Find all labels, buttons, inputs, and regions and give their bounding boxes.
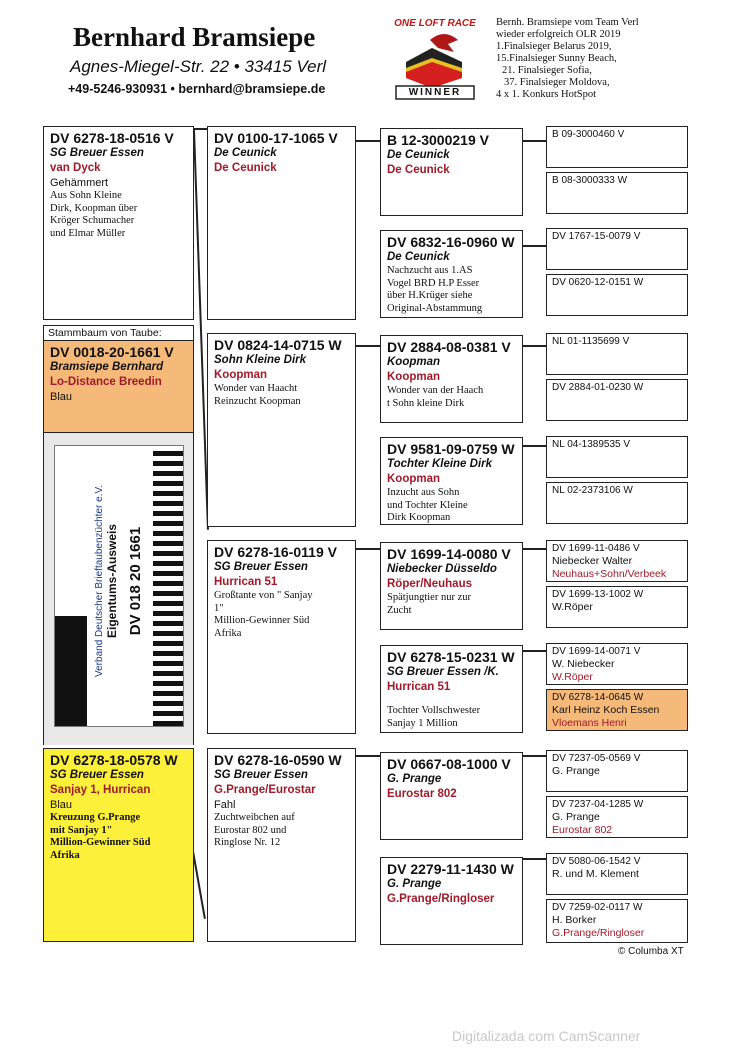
grandparent-note: Eurostar 802 und <box>214 824 287 836</box>
dam-note: Kreuzung G.Prange <box>50 812 141 823</box>
ggg-line2: G.Prange/Ringloser <box>552 927 645 939</box>
ggg-line2: Neuhaus+Sohn/Verbeek <box>552 568 667 580</box>
ggp-name: De Ceunick <box>387 164 450 176</box>
sire-breeder: SG Breuer Essen <box>50 147 144 159</box>
ggg-ring: NL 04-1389535 V <box>552 439 631 450</box>
subject-name: Lo-Distance Breedin <box>50 376 162 388</box>
eagle-logo <box>55 616 87 726</box>
connector <box>523 345 546 347</box>
grandparent-note: Afrika <box>214 627 242 639</box>
ggg-line1: W. Niebecker <box>552 658 615 670</box>
ggp-note: Tochter Vollschwester <box>387 705 481 716</box>
ggg-card[interactable] <box>546 853 688 895</box>
achievement-line: 37. Finalsieger Moldova, <box>504 77 610 88</box>
ggg-ring: NL 02-2373106 W <box>552 485 633 496</box>
ggg-card[interactable] <box>546 540 688 582</box>
ggg-card[interactable] <box>546 228 688 270</box>
ggp-note: Nachzucht aus 1.AS <box>387 265 473 276</box>
grandparent-name: Koopman <box>214 369 268 381</box>
ggg-card[interactable] <box>546 126 688 168</box>
ggg-ring: DV 0620-12-0151 W <box>552 277 644 288</box>
ggp-note: Dirk Koopman <box>387 512 451 523</box>
card-title: Eigentums-Ausweis <box>105 523 119 639</box>
achievement-line: wieder erfolgreich OLR 2019 <box>496 29 621 40</box>
grandparent-name: De Ceunick <box>214 162 277 174</box>
ggp-breeder: Tochter Kleine Dirk <box>387 458 493 470</box>
connector <box>523 445 546 447</box>
sire-note: und Elmar Müller <box>50 227 126 239</box>
grandparent-ring: DV 0100-17-1065 V <box>214 130 338 146</box>
ggg-line1: Karl Heinz Koch Essen <box>552 704 660 716</box>
achievement-line: 1.Finalsieger Belarus 2019, <box>496 41 612 52</box>
ggg-ring: B 09-3000460 V <box>552 129 625 140</box>
ggg-card[interactable] <box>546 586 688 628</box>
dam-note: Afrika <box>50 849 80 861</box>
grandparent-breeder: De Ceunick <box>214 147 277 159</box>
grandparent-note: Million-Gewinner Süd <box>214 615 310 626</box>
grandparent-name: Hurrican 51 <box>214 576 278 588</box>
ggg-card[interactable] <box>546 172 688 214</box>
ggp-breeder: Koopman <box>387 356 441 368</box>
achievement-line: 21. Finalsieger Sofia, <box>502 65 592 76</box>
connector <box>523 858 546 860</box>
connector <box>193 128 207 130</box>
ggg-card[interactable] <box>546 333 688 375</box>
ggp-ring: DV 6832-16-0960 W <box>387 234 515 250</box>
great-grandparent-card[interactable] <box>380 437 523 525</box>
ggg-line2: Eurostar 802 <box>552 824 613 836</box>
great-grandparent-card[interactable] <box>380 752 523 840</box>
connector <box>355 140 380 142</box>
connector <box>355 548 380 550</box>
ggg-ring: DV 7237-05-0569 V <box>552 753 641 764</box>
ggg-line1: G. Prange <box>552 811 600 823</box>
achievements <box>496 17 726 101</box>
ggp-ring: DV 0667-08-1000 V <box>387 756 511 772</box>
subject-ring: DV 0018-20-1661 V <box>50 344 174 360</box>
breeder-contact: +49-5246-930931 • bernhard@bramsiepe.de <box>68 82 326 96</box>
ggp-name: Röper/Neuhaus <box>387 578 472 590</box>
ggp-note: über H.Krüger siehe <box>387 290 473 301</box>
connector <box>355 755 380 757</box>
ggp-ring: DV 6278-15-0231 W <box>387 649 515 665</box>
grandparent-ring: DV 0824-14-0715 W <box>214 337 342 353</box>
ggg-card[interactable] <box>546 643 688 685</box>
ggp-note: Wonder van der Haach <box>387 385 484 396</box>
ggp-breeder: De Ceunick <box>387 251 450 263</box>
ggg-ring: DV 1699-13-1002 W <box>552 589 644 600</box>
ggg-ring: DV 7259-02-0117 W <box>552 902 643 913</box>
ggg-ring: DV 1767-15-0079 V <box>552 231 641 242</box>
breeder-name: Bernhard Bramsiepe <box>73 22 316 52</box>
grandparent-note: Wonder van Haacht <box>214 383 298 394</box>
sire-note: Dirk, Koopman über <box>50 202 138 214</box>
ggg-line2: Vloemans Henri <box>552 717 627 729</box>
ggg-line1: G. Prange <box>552 765 600 777</box>
grandparent-card[interactable] <box>207 126 356 320</box>
ggp-note: t Sohn kleine Dirk <box>387 397 465 409</box>
ggp-name: Eurostar 802 <box>387 788 457 800</box>
subject-color: Blau <box>50 391 73 403</box>
ggg-ring: DV 2884-01-0230 W <box>552 382 644 393</box>
ggg-ring: DV 5080-06-1542 V <box>552 856 641 867</box>
dam-breeder: SG Breuer Essen <box>50 769 144 781</box>
achievement-line: Bernh. Bramsiepe vom Team Verl <box>496 17 639 28</box>
sire-note: Kröger Schumacher <box>50 215 135 226</box>
ggp-note: Zucht <box>387 604 412 616</box>
grandparent-breeder: Sohn Kleine Dirk <box>214 354 307 366</box>
ggp-note: und Tochter Kleine <box>387 499 468 511</box>
ggg-line1: W.Röper <box>552 601 593 613</box>
subject-label: Stammbaum von Taube: <box>44 326 193 341</box>
connector <box>355 345 380 347</box>
ggp-ring: DV 2884-08-0381 V <box>387 339 511 355</box>
grandparent-note: Großtante von " Sanjay <box>214 590 313 601</box>
card-ring: DV 018 20 1661 <box>127 526 144 636</box>
achievement-line: 15.Finalsieger Sunny Beach, <box>496 53 617 64</box>
ggg-card[interactable] <box>546 899 688 943</box>
olr-winner-logo <box>392 18 478 102</box>
ggp-ring: DV 2279-11-1430 W <box>387 861 514 877</box>
logo-top-text: ONE LOFT RACE <box>394 18 476 29</box>
ggp-note: Vogel BRD H.P Esser <box>387 277 480 289</box>
ggp-name: Koopman <box>387 473 441 485</box>
card-pattern <box>153 446 183 726</box>
great-grandparent-card[interactable] <box>380 128 523 216</box>
ggg-card[interactable] <box>546 796 688 838</box>
ggp-breeder: G. Prange <box>387 773 442 785</box>
grandparent-ring: DV 6278-16-0119 V <box>214 544 337 560</box>
ggp-name: G.Prange/Ringloser <box>387 893 495 905</box>
sire-note: Aus Sohn Kleine <box>50 190 122 201</box>
dam-note: Million-Gewinner Süd <box>50 837 151 848</box>
logo-bottom-text: WINNER <box>408 87 462 98</box>
ggg-card[interactable] <box>546 436 688 478</box>
ggg-ring: DV 7237-04-1285 W <box>552 799 644 810</box>
grandparent-note: Zuchtweibchen auf <box>214 812 295 823</box>
grandparent-breeder: SG Breuer Essen <box>214 561 308 573</box>
subject-breeder: Bramsiepe Bernhard <box>50 361 164 373</box>
ownership-card <box>43 433 194 745</box>
ggg-ring: DV 1699-14-0071 V <box>552 646 641 657</box>
great-grandparent-card[interactable] <box>380 857 523 945</box>
copyright: © Columba XT <box>618 946 684 957</box>
sire-card[interactable] <box>43 126 194 320</box>
ggg-card[interactable] <box>546 750 688 792</box>
great-grandparent-card[interactable] <box>380 645 523 733</box>
dam-color: Blau <box>50 799 73 811</box>
ggp-name: Koopman <box>387 371 441 383</box>
ggp-name: Hurrican 51 <box>387 681 451 693</box>
ggp-breeder: Niebecker Düsseldo <box>387 563 497 575</box>
grandparent-ring: DV 6278-16-0590 W <box>214 752 342 768</box>
ggp-breeder: De Ceunick <box>387 149 450 161</box>
grandparent-card[interactable] <box>207 333 356 527</box>
ggp-note: Original-Abstammung <box>387 302 483 314</box>
ggg-line1: Niebecker Walter <box>552 555 633 567</box>
connector <box>523 548 546 550</box>
grandparent-card[interactable] <box>207 540 356 734</box>
dam-card[interactable] <box>43 748 194 942</box>
ggg-ring: NL 01-1135699 V <box>552 336 630 347</box>
connector <box>523 650 546 652</box>
ggg-ring: DV 6278-14-0645 W <box>552 692 644 703</box>
ggp-note: Sanjay 1 Million <box>387 717 458 729</box>
sire-color: Gehämmert <box>50 177 109 189</box>
grandparent-color: Fahl <box>214 799 236 811</box>
ggg-card[interactable] <box>546 482 688 524</box>
grandparent-note: 1" <box>214 602 224 614</box>
card-org: Verband Deutscher Brieftaubenzüchter e.V. <box>94 485 105 677</box>
dam-name: Sanjay 1, Hurrican <box>50 784 151 796</box>
connector <box>523 755 546 757</box>
ggp-breeder: G. Prange <box>387 878 442 890</box>
scanner-watermark: Digitalizada com CamScanner <box>452 1028 641 1044</box>
ggg-ring: DV 1699-11-0486 V <box>552 543 640 554</box>
great-grandparent-card[interactable] <box>380 230 523 318</box>
ggp-ring: B 12-3000219 V <box>387 132 489 148</box>
dam-note: mit Sanjay 1" <box>50 824 113 836</box>
ggg-ring: B 08-3000333 W <box>552 175 628 186</box>
grandparent-note: Reinzucht Koopman <box>214 395 301 407</box>
great-grandparent-card[interactable] <box>380 335 523 423</box>
ggp-note: Inzucht aus Sohn <box>387 487 460 498</box>
great-grandparent-card[interactable] <box>380 542 523 630</box>
ggp-breeder: SG Breuer Essen /K. <box>387 666 499 678</box>
sire-name: van Dyck <box>50 162 101 174</box>
achievement-line: 4 x 1. Konkurs HotSpot <box>496 89 597 100</box>
grandparent-note: Ringlose Nr. 12 <box>214 837 281 848</box>
sire-ring: DV 6278-18-0516 V <box>50 130 174 146</box>
subject-card[interactable] <box>43 325 194 433</box>
grandparent-name: G.Prange/Eurostar <box>214 784 316 796</box>
breeder-address: Agnes-Miegel-Str. 22 • 33415 Verl <box>70 57 327 76</box>
ggp-ring: DV 9581-09-0759 W <box>387 441 515 457</box>
connector <box>523 140 546 142</box>
card-text-block <box>94 453 144 709</box>
ggg-line1: H. Borker <box>552 914 597 926</box>
ggg-card[interactable] <box>546 379 688 421</box>
ggp-note: Spätjungtier nur zur <box>387 592 471 603</box>
ggp-ring: DV 1699-14-0080 V <box>387 546 511 562</box>
grandparent-card[interactable] <box>207 748 356 942</box>
ggg-card-highlighted[interactable] <box>546 689 688 731</box>
ggg-card[interactable] <box>546 274 688 316</box>
ggg-line2: W.Röper <box>552 671 593 683</box>
grandparent-breeder: SG Breuer Essen <box>214 769 308 781</box>
connector <box>523 245 546 247</box>
dam-ring: DV 6278-18-0578 W <box>50 752 178 768</box>
ggg-line1: R. und M. Klement <box>552 868 639 880</box>
